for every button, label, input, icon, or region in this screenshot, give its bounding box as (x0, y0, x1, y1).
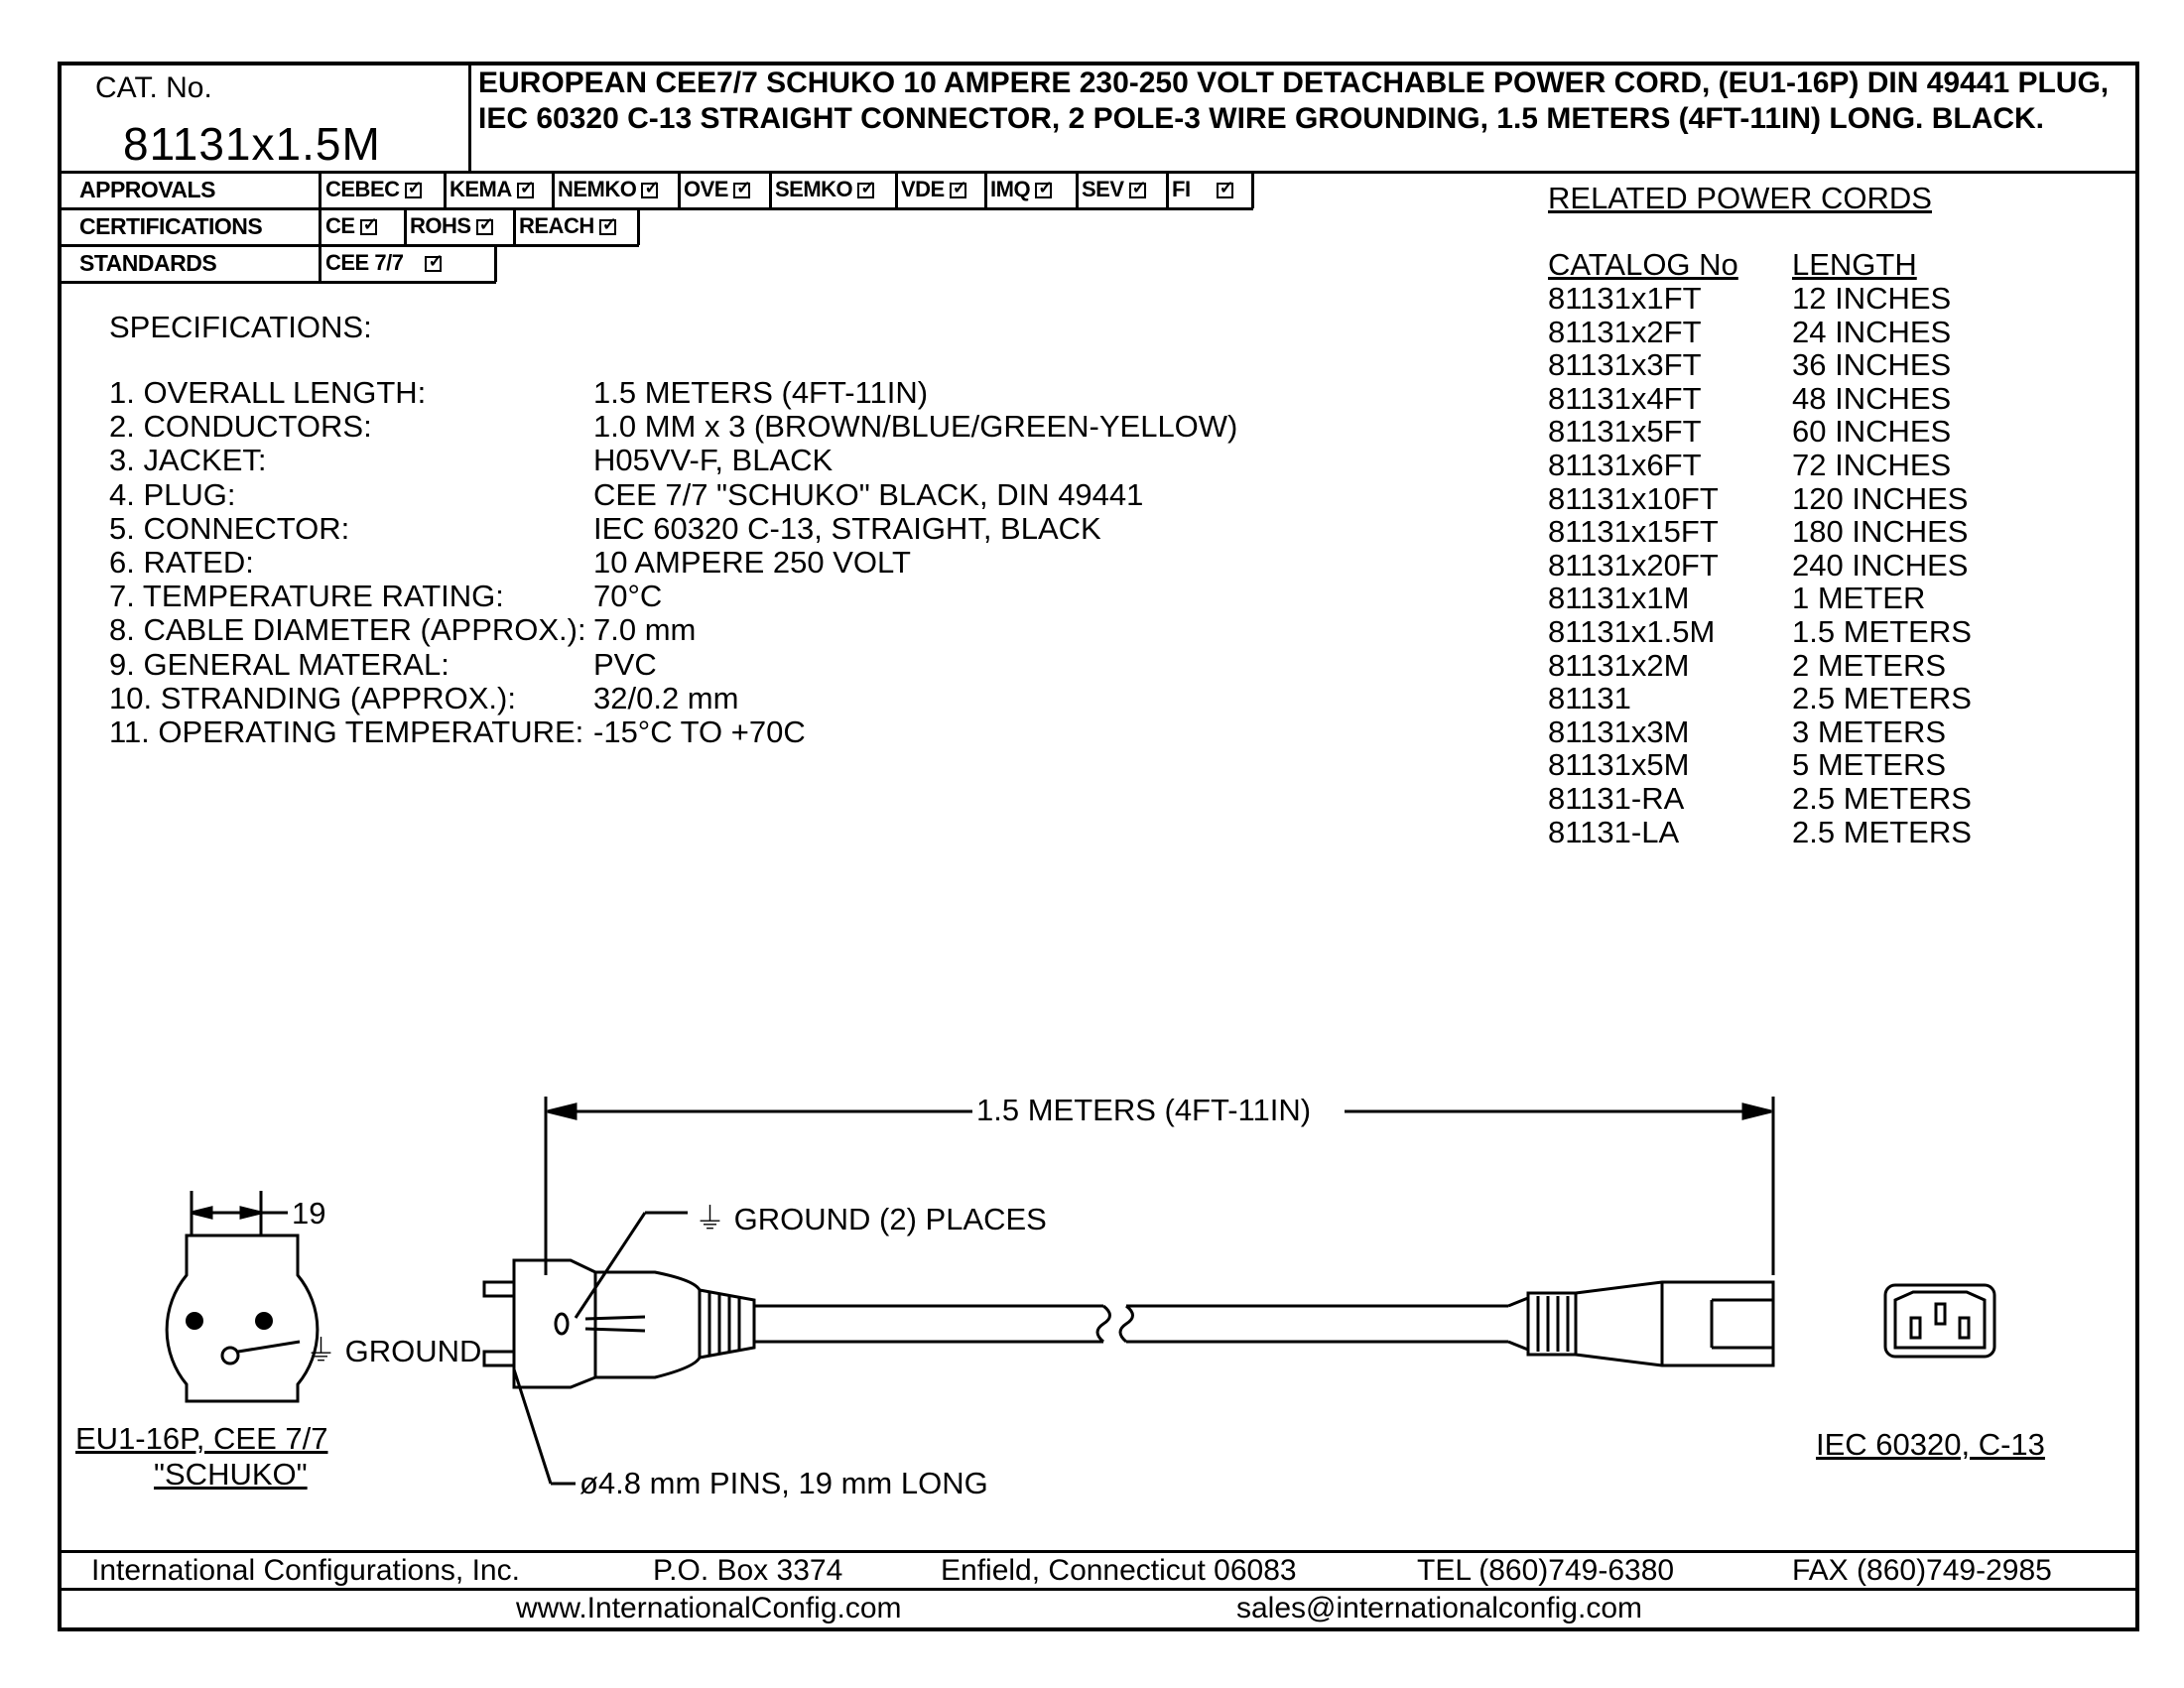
plug-caption-schuko: "SCHUKO" (154, 1457, 308, 1492)
related-length: 120 INCHES (1792, 480, 1969, 516)
specifications-heading: SPECIFICATIONS: (109, 310, 372, 344)
connector-body (1576, 1282, 1773, 1365)
spec-value: 1.0 MM x 3 (BROWN/BLUE/GREEN-YELLOW) (593, 409, 1238, 445)
connector-face-inner (1895, 1292, 1985, 1348)
plug-grip (595, 1272, 700, 1377)
related-length: 1.5 METERS (1792, 614, 1972, 649)
related-length: 2 METERS (1792, 647, 1947, 683)
approval-label: OVE (684, 177, 728, 201)
related-col-length: LENGTH (1792, 247, 1917, 282)
footer-website[interactable]: www.InternationalConfig.com (516, 1592, 902, 1624)
spec-label: 11. OPERATING TEMPERATURE: (109, 714, 584, 749)
spec-value: CEE 7/7 "SCHUKO" BLACK, DIN 49441 (593, 476, 1144, 512)
spec-value: IEC 60320 C-13, STRAIGHT, BLACK (593, 510, 1101, 546)
plug-pin-hole (255, 1312, 273, 1330)
footer-po-box: P.O. Box 3374 (653, 1554, 843, 1587)
related-catalog: 81131x1M (1548, 581, 1690, 616)
cert-label: ROHS (410, 213, 471, 238)
pins-label: ø4.8 mm PINS, 19 mm LONG (579, 1466, 988, 1500)
spec-label: 5. CONNECTOR: (109, 510, 350, 546)
related-length: 2.5 METERS (1792, 814, 1972, 849)
connector-slot (1911, 1318, 1920, 1338)
spec-label: 3. JACKET: (109, 443, 267, 478)
ground-label (306, 1326, 481, 1370)
related-col-catalog: CATALOG No (1548, 247, 1738, 282)
related-catalog: 81131x1FT (1548, 281, 1702, 316)
approvals-label: APPROVALS (79, 177, 215, 202)
ground-leader (238, 1342, 300, 1352)
spec-value: 1.5 METERS (4FT-11IN) (593, 375, 929, 410)
approval-label: KEMA (450, 177, 512, 201)
related-catalog: 81131x4FT (1548, 380, 1702, 416)
arrowhead (1743, 1104, 1771, 1118)
spec-value: 10 AMPERE 250 VOLT (593, 545, 911, 580)
related-length: 48 INCHES (1792, 380, 1952, 416)
spec-label: 8. CABLE DIAMETER (APPROX.): (109, 612, 586, 648)
related-catalog: 81131x20FT (1548, 547, 1719, 583)
related-length: 36 INCHES (1792, 347, 1952, 383)
plug-caption: EU1-16P, CEE 7/7 (75, 1421, 328, 1456)
related-catalog: 81131x15FT (1548, 514, 1719, 550)
related-length: 72 INCHES (1792, 448, 1952, 482)
ground-places-label (695, 1194, 1047, 1238)
ground-icon: ⏚ (695, 1202, 725, 1236)
related-catalog: 81131-RA (1548, 781, 1685, 816)
related-length: 5 METERS (1792, 747, 1947, 783)
approval-label: SEV (1082, 177, 1124, 201)
related-length: 1 METER (1792, 581, 1926, 616)
connector-caption: IEC 60320, C-13 (1816, 1427, 2045, 1462)
spec-value: 32/0.2 mm (593, 680, 739, 715)
standards-label: STANDARDS (79, 250, 217, 276)
related-catalog: 81131x2M (1548, 647, 1690, 683)
spec-label: 9. GENERAL MATERAL: (109, 646, 450, 682)
related-length: 60 INCHES (1792, 414, 1952, 450)
footer-company: International Configurations, Inc. (91, 1554, 520, 1587)
certifications-label: CERTIFICATIONS (79, 213, 263, 239)
related-length: 3 METERS (1792, 714, 1947, 749)
related-heading: RELATED POWER CORDS (1548, 181, 1932, 215)
product-title: EUROPEAN CEE7/7 SCHUKO 10 AMPERE 230-250 VOLT DETACHABLE POWER CORD, (EU1-16P) DIN 49441 PLUG, IEC 60320 C-13 STRAIGHT CONNECTOR, 2 POLE-3 WIRE GROUNDING, 1.5 METERS (4FT-11IN) LONG. BLACK. (478, 66, 2110, 135)
spec-label: 6. RATED: (109, 545, 254, 580)
arrowhead (548, 1104, 576, 1118)
ground-places-leader (576, 1213, 645, 1318)
cable-break (1097, 1306, 1110, 1342)
strain-relief (700, 1290, 754, 1358)
related-length: 12 INCHES (1792, 281, 1952, 316)
approval-label: NEMKO (558, 177, 637, 201)
cert-label: CE (325, 213, 355, 238)
related-catalog: 81131-LA (1548, 814, 1680, 849)
spec-label: 4. PLUG: (109, 476, 236, 512)
related-catalog: 81131x6FT (1548, 448, 1702, 482)
footer-fax: FAX (860)749-2985 (1792, 1554, 2052, 1587)
spec-value: 7.0 mm (593, 612, 697, 648)
catalog-number: 81131x1.5M (123, 118, 381, 170)
spec-value: 70°C (593, 579, 663, 614)
footer-email[interactable]: sales@internationalconfig.com (1236, 1592, 1642, 1624)
related-length: 240 INCHES (1792, 547, 1969, 583)
related-catalog: 81131 (1548, 681, 1631, 716)
connector-relief (1508, 1298, 1528, 1350)
plug-pin (484, 1352, 514, 1365)
related-catalog: 81131x5M (1548, 747, 1690, 783)
related-catalog: 81131x10FT (1548, 480, 1719, 516)
spec-value: PVC (593, 646, 657, 682)
spec-value: H05VV-F, BLACK (593, 443, 834, 478)
spec-label: 2. CONDUCTORS: (109, 409, 372, 445)
connector-slot (1960, 1318, 1969, 1338)
footer-city: Enfield, Connecticut 06083 (941, 1554, 1297, 1587)
ground-places-text: GROUND (2) PLACES (733, 1202, 1047, 1236)
spec-label: 10. STRANDING (APPROX.): (109, 680, 516, 715)
standard-label: CEE 7/7 (325, 250, 404, 275)
footer-tel: TEL (860)749-6380 (1417, 1554, 1675, 1587)
length-dimension-label: 1.5 METERS (4FT-11IN) (976, 1093, 1312, 1127)
related-length: 24 INCHES (1792, 314, 1952, 349)
spec-value: -15°C TO +70C (593, 714, 806, 749)
related-length: 2.5 METERS (1792, 681, 1972, 716)
plug-pin-hole (186, 1312, 203, 1330)
related-length: 2.5 METERS (1792, 781, 1972, 816)
related-catalog: 81131x5FT (1548, 414, 1702, 450)
related-catalog: 81131x3FT (1548, 347, 1702, 383)
ground-contact (222, 1348, 238, 1363)
connector-slot (1936, 1304, 1945, 1324)
approval-label: VDE (901, 177, 945, 201)
ground-text: GROUND (344, 1334, 482, 1368)
approval-label: SEMKO (775, 177, 853, 201)
approval-label: FI (1172, 177, 1191, 201)
footer-divider (58, 1588, 2139, 1591)
ground-icon: ⏚ (306, 1334, 336, 1368)
related-catalog: 81131x2FT (1548, 314, 1702, 349)
related-length: 180 INCHES (1792, 514, 1969, 550)
cert-label: REACH (519, 213, 594, 238)
footer-divider (58, 1550, 2139, 1553)
ground-clip (556, 1314, 568, 1334)
plug-pin (484, 1282, 514, 1296)
cat-label: CAT. No. (95, 71, 212, 104)
plug-width-label: 19 (292, 1196, 326, 1231)
approval-label: CEBEC (325, 177, 400, 201)
spec-label: 1. OVERALL LENGTH: (109, 375, 427, 410)
related-catalog: 81131x3M (1548, 714, 1690, 749)
related-catalog: 81131x1.5M (1548, 614, 1716, 649)
approval-label: IMQ (990, 177, 1031, 201)
spec-label: 7. TEMPERATURE RATING: (109, 579, 504, 614)
